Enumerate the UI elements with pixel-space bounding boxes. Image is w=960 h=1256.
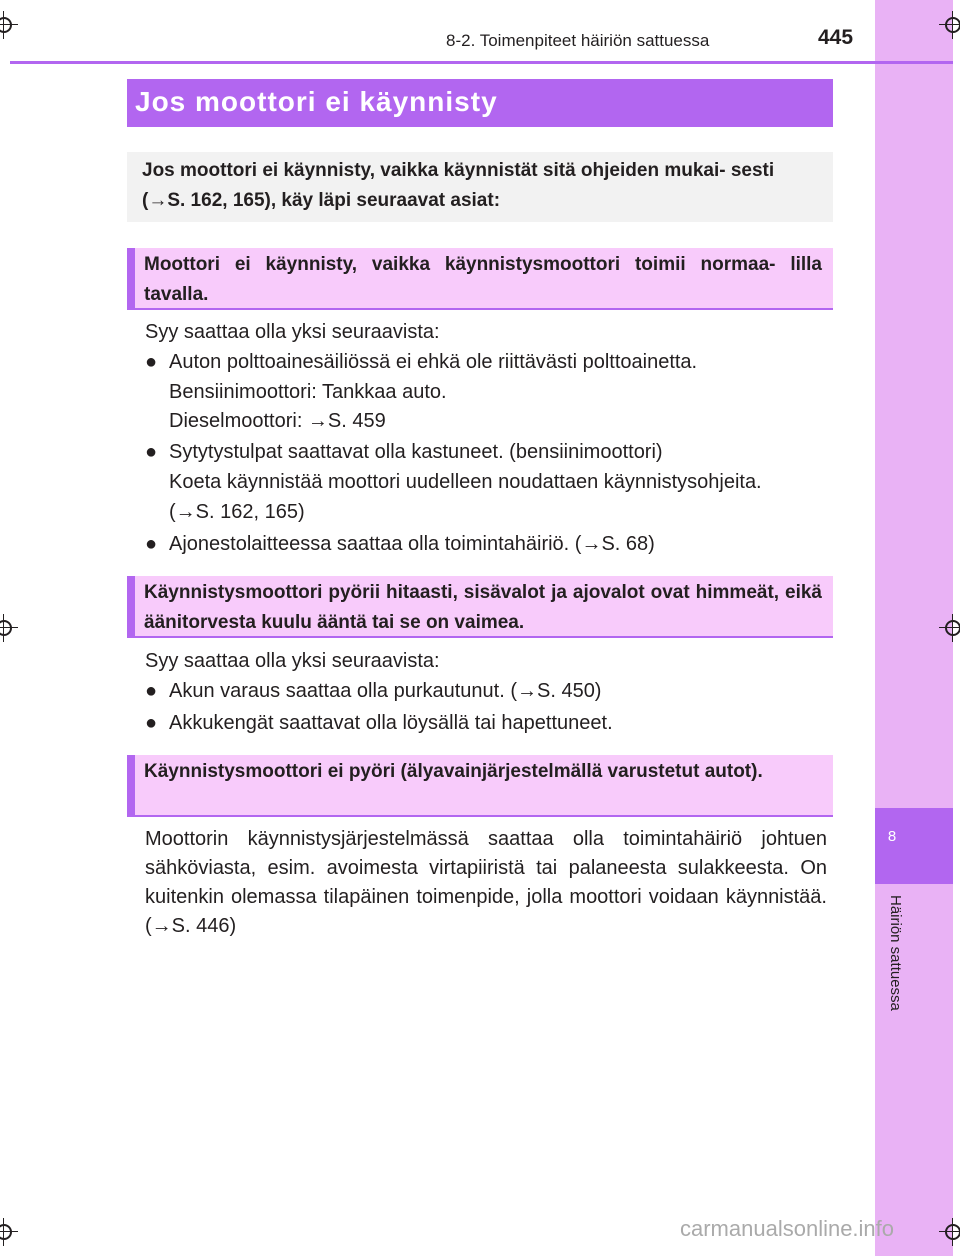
crop-mark-icon bbox=[939, 614, 960, 642]
chapter-label: Häiriön sattuessa bbox=[887, 895, 904, 1011]
list-item-line: Akun varaus saattaa olla purkautunut. (→S. 450) bbox=[169, 680, 602, 702]
crop-mark-icon bbox=[939, 11, 960, 39]
list-item-line: Ajonestolaitteessa saattaa olla toimintahäiriö. (→S. 68) bbox=[169, 533, 655, 555]
intro-text: Jos moottori ei käynnisty, vaikka käynnistät sitä ohjeiden mukai- sesti (→S. 162, 165), käy läpi seuraavat asiat: bbox=[142, 160, 775, 211]
list-item-line: Auton polttoainesäiliössä ei ehkä ole riittävästi polttoainetta. bbox=[169, 351, 698, 373]
list-item-line: (→S. 162, 165) bbox=[169, 501, 305, 523]
section-heading bbox=[127, 248, 833, 310]
page-title-bar bbox=[127, 79, 833, 127]
crop-mark-icon bbox=[0, 11, 18, 39]
page-title: Jos moottori ei käynnisty bbox=[135, 86, 498, 117]
header-rule bbox=[10, 61, 953, 64]
section-heading-text: Moottori ei käynnisty, vaikka käynnistysmoottori toimii normaa- lilla tavalla. bbox=[144, 254, 822, 305]
section-lead: Syy saattaa olla yksi seuraavista: bbox=[145, 650, 440, 672]
bullet-icon: ● bbox=[145, 441, 158, 463]
crop-mark-icon bbox=[0, 614, 18, 642]
page-number: 445 bbox=[818, 26, 854, 49]
bullet-icon: ● bbox=[145, 680, 158, 702]
section-heading bbox=[127, 576, 833, 638]
chapter-tab bbox=[875, 808, 953, 884]
heading-accent bbox=[127, 248, 135, 308]
intro-box bbox=[127, 152, 833, 222]
chapter-number: 8 bbox=[887, 828, 897, 845]
section-heading bbox=[127, 755, 833, 817]
section-body: Moottorin käynnistysjärjestelmässä saattaa olla toimintahäiriö johtuen sähköviasta, esim. avoimesta virtapiiristä tai palaneesta sulakkeesta. On kuitenkin olemassa tilapäinen toimenpide, jolla moottori voidaan käynnistää. (→S. 446) bbox=[145, 828, 827, 937]
list-item-line: Sytytystulpat saattavat olla kastuneet. (bensiinimoottori) bbox=[169, 441, 663, 463]
list-item-line: Dieselmoottori: →S. 459 bbox=[169, 410, 386, 432]
section-heading-text: Käynnistysmoottori ei pyöri (älyavainjärjestelmällä varustetut autot). bbox=[144, 761, 763, 782]
section-heading-text: Käynnistysmoottori pyörii hitaasti, sisävalot ja ajovalot ovat himmeät, eikä äänitorvesta kuulu ääntä tai se on vaimea. bbox=[144, 582, 822, 633]
crop-mark-icon bbox=[939, 1218, 960, 1246]
list-item-line: Akkukengät saattavat olla löysällä tai hapettuneet. bbox=[169, 712, 613, 734]
header-section: 8-2. Toimenpiteet häiriön sattuessa bbox=[446, 31, 710, 50]
bullet-icon: ● bbox=[145, 533, 158, 555]
crop-mark-icon bbox=[0, 1218, 18, 1246]
bullet-icon: ● bbox=[145, 712, 158, 734]
list-item-line: Bensiinimoottori: Tankkaa auto. bbox=[169, 381, 447, 403]
list-item-line: Koeta käynnistää moottori uudelleen noudattaen käynnistysohjeita. bbox=[169, 471, 762, 493]
section-lead: Syy saattaa olla yksi seuraavista: bbox=[145, 321, 440, 343]
heading-accent bbox=[127, 576, 135, 636]
bullet-icon: ● bbox=[145, 351, 158, 373]
heading-accent bbox=[127, 755, 135, 815]
watermark: carmanualsonline.info bbox=[680, 1216, 895, 1241]
